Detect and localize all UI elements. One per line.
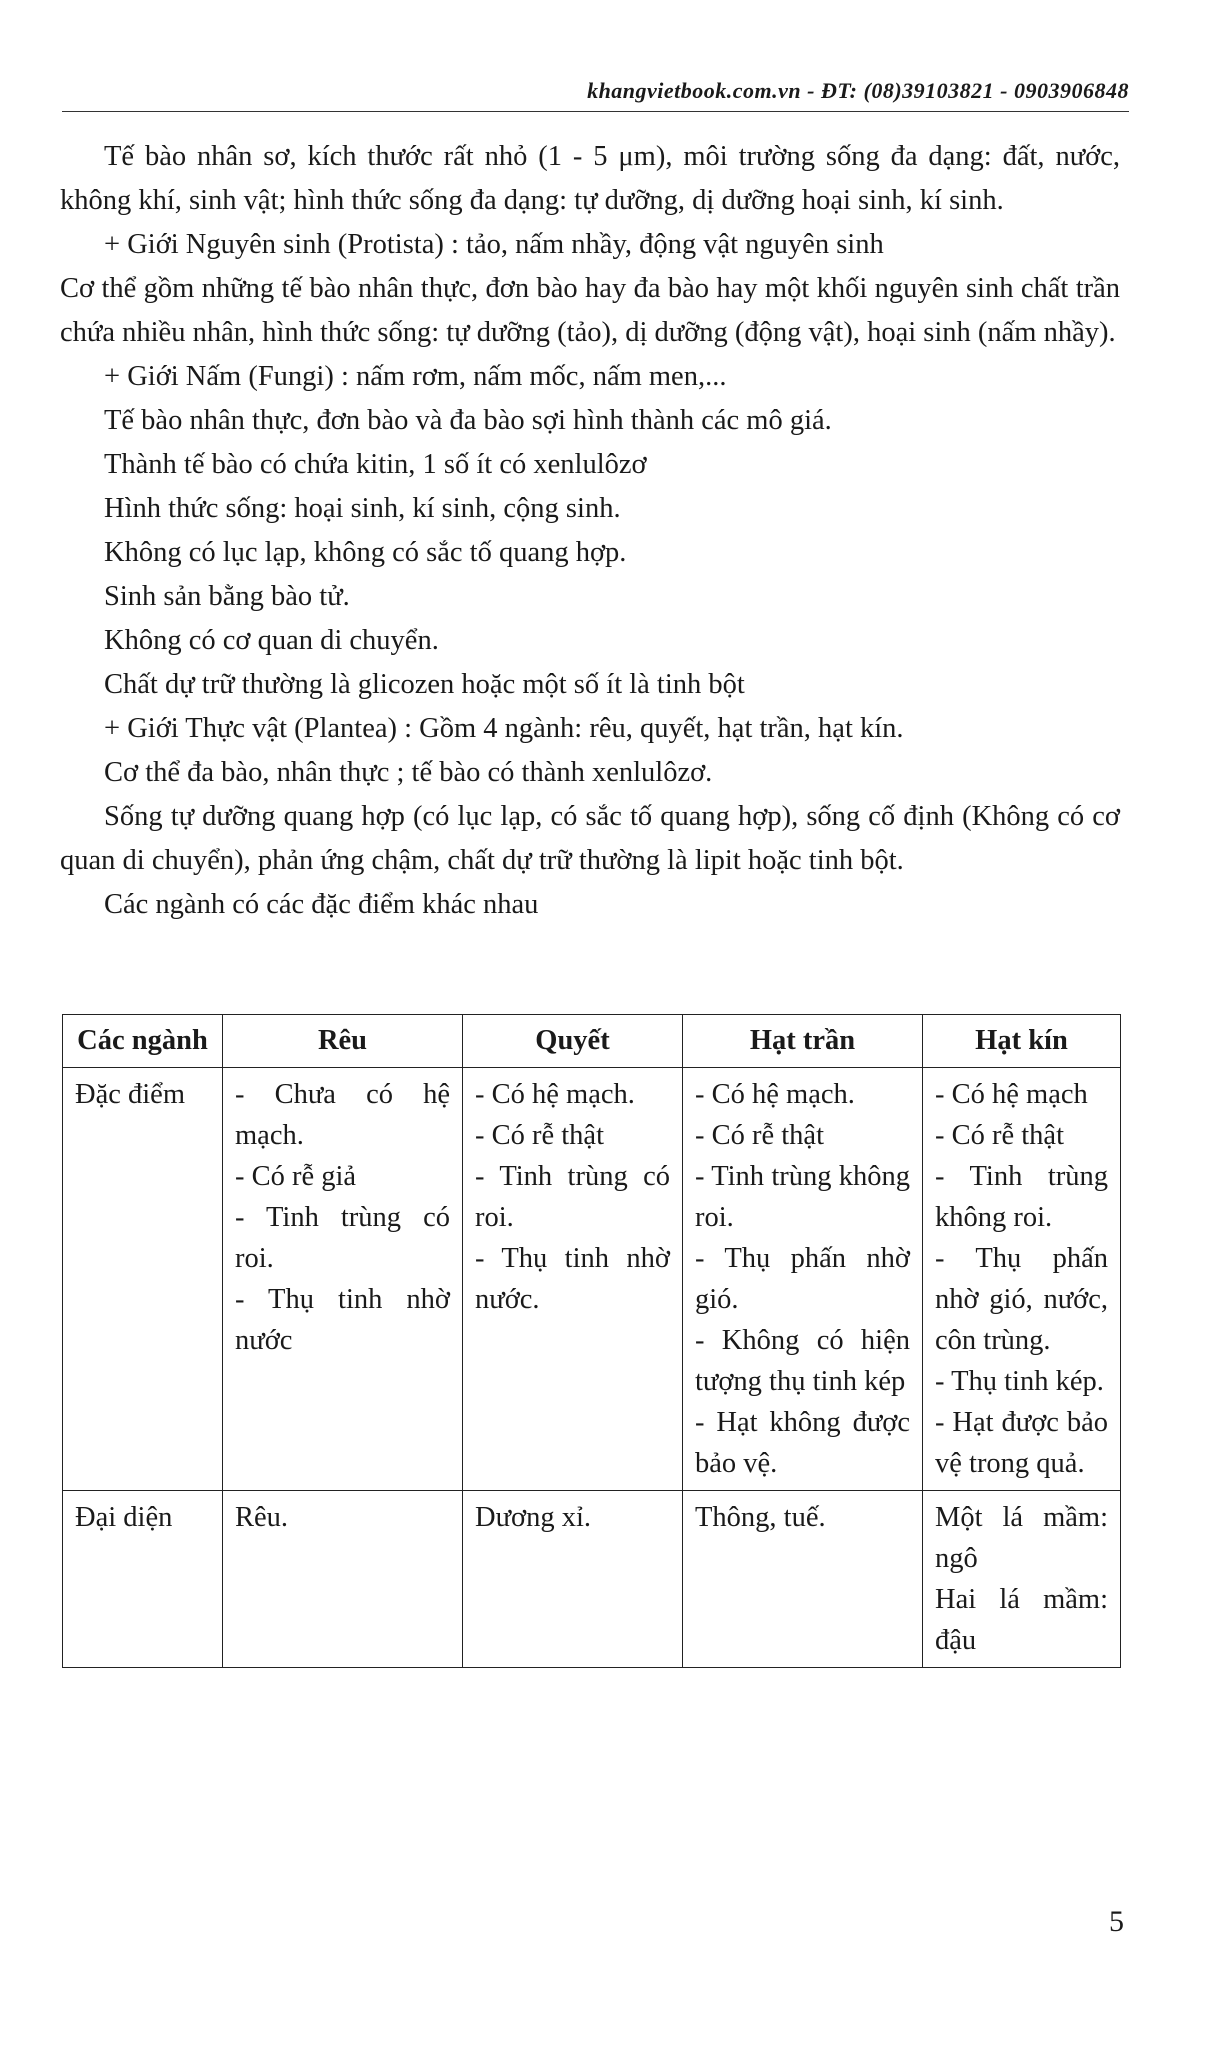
cell-line: - Thụ tinh kép. [935,1366,1104,1397]
cell-line: - Thụ tinh nhờ nước. [475,1243,670,1315]
body-text [60,135,1120,927]
row-label-characteristics: Đặc điểm [63,1068,223,1491]
paragraph-fungi-3: Hình thức sống: hoại sinh, kí sinh, cộng sinh. [104,493,621,524]
cell-line: - Có rễ thật [695,1120,825,1151]
table-header-row [63,1015,1121,1068]
cell-line: - Có hệ mạch. [475,1079,635,1110]
cell-line: - Không có hiện tượng thụ tinh kép [695,1325,910,1397]
table-row-representatives [63,1491,1121,1668]
cell-line: - Có rễ thật [935,1120,1065,1151]
cell-line: - Có hệ mạch [935,1079,1088,1110]
paragraph-fungi-4: Không có lục lạp, không có sắc tố quang hợp. [104,537,627,568]
table-caption: Các ngành có các đặc điểm khác nhau [104,889,539,920]
cell-line: Một lá mầm: ngô [935,1502,1108,1574]
cell-line: Rêu. [235,1502,289,1533]
paragraph-plantae-1: Cơ thể đa bào, nhân thực ; tế bào có thành xenlulôzơ. [104,757,713,788]
plant-divisions-table-wrap [62,1014,1120,1668]
cell-line: Dương xỉ. [475,1502,592,1533]
paragraph-fungi-2: Thành tế bào có chứa kitin, 1 số ít có xenlulôzơ [104,449,647,480]
header-cell-moss: Rêu [223,1015,463,1068]
paragraph-fungi-1: Tế bào nhân thực, đơn bào và đa bào sợi hình thành các mô giá. [104,405,832,436]
paragraph-fungi-6: Không có cơ quan di chuyển. [104,625,439,656]
cell-line: - Tinh trùng có roi. [475,1161,670,1233]
cell-moss-representative [223,1491,463,1668]
paragraph-plantae-2: Sống tự dưỡng quang hợp (có lục lạp, có sắc tố quang hợp), sống cố định (Không có cơ quan di chuyển), phản ứng chậm, chất dự trữ thường là lipit hoặc tinh bột. [60,801,1120,876]
cell-line: - Có rễ giả [235,1161,357,1192]
cell-gymnosperm-characteristics [683,1068,923,1491]
cell-moss-characteristics [223,1068,463,1491]
cell-line: - Thụ phấn nhờ gió. [695,1243,910,1315]
cell-gymnosperm-representative [683,1491,923,1668]
table-row-characteristics [63,1068,1121,1491]
cell-line: - Thụ phấn nhờ gió, nước, côn trùng. [935,1243,1108,1356]
row-label-representatives: Đại diện [63,1491,223,1668]
paragraph-monera: Tế bào nhân sơ, kích thước rất nhỏ (1 - 5 μm), môi trường sống đa dạng: đất, nước, không khí, sinh vật; hình thức sống đa dạng: tự dưỡng, dị dưỡng hoại sinh, kí sinh. [60,141,1120,216]
cell-line: - Chưa có hệ mạch. [235,1079,450,1151]
paragraph-protista: Cơ thể gồm những tế bào nhân thực, đơn bào hay đa bào hay một khối nguyên sinh chất trần chứa nhiều nhân, hình thức sống: tự dưỡng (tảo), dị dưỡng (động vật), hoại sinh (nấm nhầy). [60,273,1120,348]
header-cell-fern: Quyết [463,1015,683,1068]
cell-angiosperm-characteristics [923,1068,1121,1491]
cell-line: Thông, tuế. [695,1502,826,1533]
cell-line: Hai lá mầm: đậu [935,1584,1108,1656]
heading-protista: + Giới Nguyên sinh (Protista) : tảo, nấm nhầy, động vật nguyên sinh [104,229,884,260]
cell-line: - Tinh trùng không roi. [935,1161,1108,1233]
page-number: 5 [1109,1905,1124,1938]
header-rule [62,111,1129,112]
cell-line: - Hạt được bảo vệ trong quả. [935,1407,1108,1479]
cell-line: - Có hệ mạch. [695,1079,855,1110]
plant-divisions-table [62,1014,1121,1668]
cell-line: - Có rễ thật [475,1120,605,1151]
cell-line: - Tinh trùng không roi. [695,1161,910,1233]
cell-line: - Thụ tinh nhờ nước [235,1284,450,1356]
header-cell-gymnosperm: Hạt trần [683,1015,923,1068]
paragraph-fungi-7: Chất dự trữ thường là glicozen hoặc một số ít là tinh bột [104,669,745,700]
cell-angiosperm-representative [923,1491,1121,1668]
cell-line: - Tinh trùng có roi. [235,1202,450,1274]
page-header: khangvietbook.com.vn - ĐT: (08)39103821 - 0903906848 [587,78,1129,103]
heading-fungi: + Giới Nấm (Fungi) : nấm rơm, nấm mốc, nấm men,... [104,361,727,392]
header-cell-angiosperm: Hạt kín [923,1015,1121,1068]
heading-plantae: + Giới Thực vật (Plantea) : Gồm 4 ngành: rêu, quyết, hạt trần, hạt kín. [104,713,904,744]
header-cell-divisions: Các ngành [63,1015,223,1068]
paragraph-fungi-5: Sinh sản bằng bào tử. [104,581,350,612]
cell-line: - Hạt không được bảo vệ. [695,1407,910,1479]
cell-fern-representative [463,1491,683,1668]
cell-fern-characteristics [463,1068,683,1491]
